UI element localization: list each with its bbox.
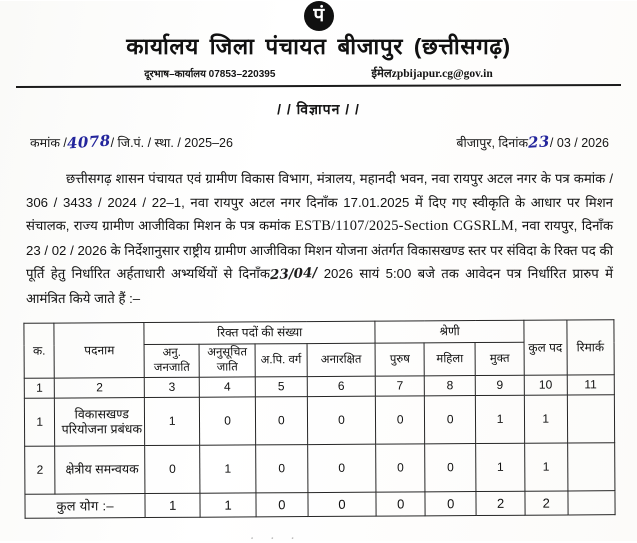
vacancy-table [23,319,615,519]
row-male: 0 [376,396,425,444]
header-remark: रिमार्क [566,320,614,375]
row-male: 0 [376,444,425,492]
header-divider [16,84,621,88]
header-sc: अनुसूचित जाति [199,344,255,377]
reference-suffix: / जि.पं. / स्था. / 2025–26 [110,136,233,150]
total-sc: 1 [200,493,256,517]
table-header-row-main [24,320,614,346]
total-posts: 2 [525,491,568,515]
row-sc: 0 [199,397,255,445]
colnum-8: 8 [424,376,475,396]
mission-letter-reference: ESTB/1107/2025-Section CGSRLM [294,218,514,234]
vacancy-table-container [15,319,621,519]
vacancy-table-body [24,375,615,519]
vacancy-table-head [24,320,614,379]
row-unreserved: 0 [307,444,376,492]
row-obc: 0 [255,397,307,445]
body-line-2: , नवा रायपुर, दिनॉंक 23 / 02 / 2026 के निर्देशानुसार राष्ट्रीय ग्रामीण आजीविका मिशन योजना अंतर्गत विकासखण्ड स्तर पर संविदा के रिक्त पद की पूर्ति हेतु निर्धारित अर्हताधारी अभ्यर्थियों से दिनॉंक [26,218,613,281]
header-male: पुरुष [375,343,424,376]
issue-date-rest: / 03 / 2026 [549,136,609,150]
row-remark [567,395,615,443]
row-female: 0 [425,444,476,492]
header-vacancy-group: रिक्त पदों की संख्या [144,321,375,344]
table-row [24,395,614,447]
total-male: 0 [376,492,425,516]
header-female: महिला [424,343,475,376]
row-st: 1 [145,397,200,445]
header-serial-number: क. [24,323,55,378]
header-category-group: श्रेणी [375,320,524,343]
total-unreserved: 0 [308,492,377,516]
place-date-block [456,133,609,151]
row-st: 0 [145,445,200,493]
total-label: कुल योग :– [25,494,145,519]
total-obc: 0 [256,493,308,517]
colnum-5: 5 [255,377,307,397]
advertisement-heading: / / विज्ञापन / / [277,101,360,117]
page-bottom-cutoff-ink: . . . [250,528,301,543]
total-st: 1 [145,493,200,517]
colnum-11: 11 [567,375,615,395]
header-st: अनु. जनजाति [144,344,199,377]
document-sheet [0,1,637,541]
table-total-row [25,491,615,519]
reference-number-handwritten: 4078 [66,131,112,153]
row-free: 1 [475,395,524,443]
header-total-posts: कुल पद [524,320,567,375]
row-serial: 1 [24,398,55,446]
colnum-9: 9 [475,375,524,395]
row-free: 1 [476,443,525,491]
total-free: 2 [476,491,525,515]
contact-row [16,66,621,81]
reference-line [16,133,621,151]
body-paragraph [16,167,621,310]
colnum-1: 1 [24,378,54,398]
row-female: 0 [425,396,476,444]
reference-prefix: कमांक / [30,136,67,150]
colnum-10: 10 [524,375,567,395]
total-female: 0 [425,492,476,516]
header-unreserved: अनारक्षित [307,343,376,376]
row-sc: 1 [200,445,256,493]
row-post-name: क्षेत्रीय समन्वयक [55,446,145,495]
header-free: मुक्त [475,342,524,375]
row-remark [567,443,615,491]
total-remark [567,491,615,515]
body-line-1: छत्तीसगढ़ शासन पंचायत एवं ग्रामीण विकास विभाग, मंत्रालय, महानदी भवन, नवा रायपुर अटल नगर के पत्र कमांक / 306 / 3433 / 2024 / 22–1, नवा रायपुर अटल नगर दिनॉंक 17.01.2025 में दिए गए स्वीकृति के आधार पर मिशन संचालक, राज्य ग्रामीण आजीविका मिशन के पत्र कमांक [26,171,613,233]
row-obc: 0 [256,445,308,493]
office-title: कार्यालय जिला पंचायत बीजापुर (छत्तीसगढ़) [126,34,511,59]
colnum-4: 4 [199,377,255,397]
panchayat-logo-icon: पं [304,1,334,31]
application-deadline-handwritten: 23/04/ [269,264,318,284]
body-line-3: 2026 सायं 5:00 बजे तक आवेदन पत्र निर्धारित प्रारुप में आमंत्रित किये जाते हैं :– [26,266,613,306]
colnum-2: 2 [54,378,144,399]
header-post-name: पदनाम [54,323,144,379]
colnum-7: 7 [375,376,424,396]
place-date-prefix: बीजापुर, दिनांक [456,136,529,150]
issue-date-day-handwritten: 23 [527,132,551,152]
row-total: 1 [525,443,568,491]
office-email: ईमेलzpbijapur.cg@gov.in [371,68,493,80]
table-row [25,443,615,495]
row-unreserved: 0 [307,396,376,444]
reference-number-block [30,133,233,151]
row-serial: 2 [25,446,56,494]
row-total: 1 [524,395,567,443]
logo-container [16,1,621,31]
header-obc: अ.पि. वर्ग [255,344,307,377]
colnum-6: 6 [307,376,376,396]
office-phone: दूरभाष–कार्यालय 07853–220395 [144,69,276,80]
row-post-name: विकासखण्ड परियोजना प्रबंधक [55,398,145,447]
colnum-3: 3 [145,377,200,397]
